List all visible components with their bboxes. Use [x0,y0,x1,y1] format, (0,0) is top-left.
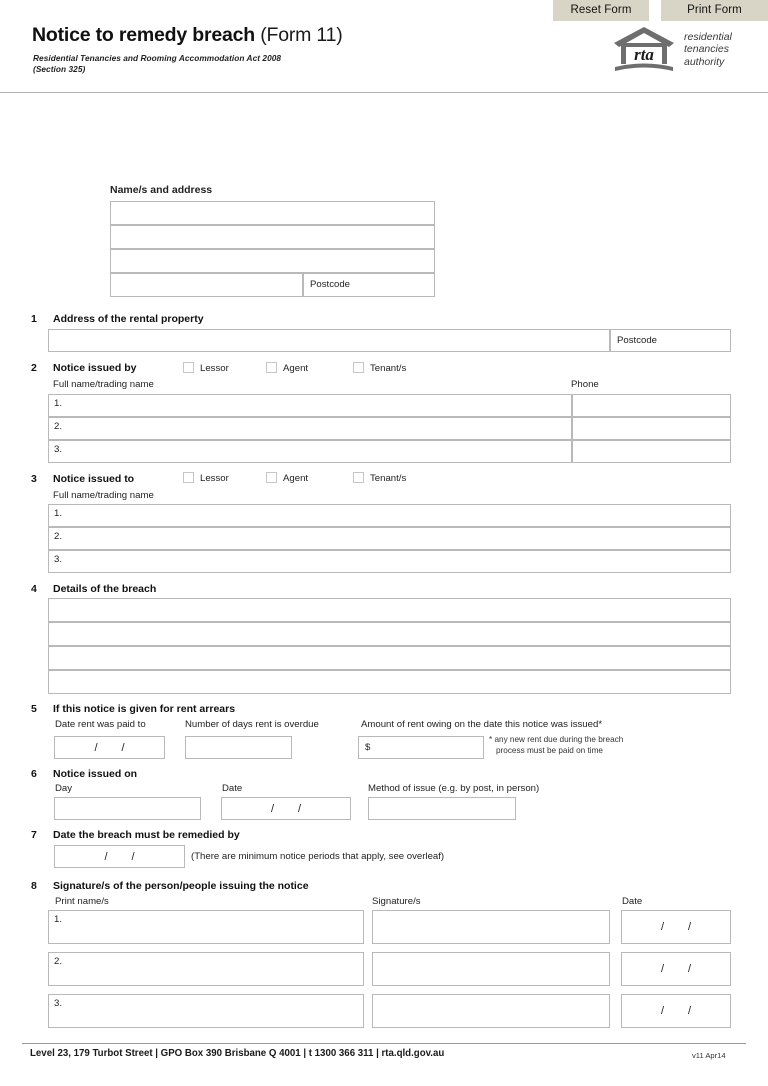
date-slash-separators: / / [660,1005,692,1017]
date-slash-separators: / / [660,921,692,933]
rta-house-icon [612,26,676,74]
section-8-title: Signature/s of the person/people issuing the notice [53,880,309,892]
issued-by-phone-2-input[interactable] [572,417,731,440]
notice-date-input[interactable] [221,797,351,820]
issued-by-name-2-input[interactable] [48,417,572,440]
name-address-line2-input[interactable] [110,225,435,249]
issued-to-agent-checkbox[interactable] [266,472,277,483]
issued-to-row-3-number: 3. [54,554,63,565]
print-name-column-label: Print name/s [55,896,109,907]
subtitle-act: Residential Tenancies and Rooming Accommodation Act 2008 [33,53,282,63]
rent-paid-to-date-input[interactable] [54,736,165,759]
rental-property-postcode-label: Postcode [617,335,658,346]
signature-date-column-label: Date [622,896,643,907]
notice-day-input[interactable] [54,797,201,820]
section-5-number: 5 [31,703,37,715]
print-name-3-input[interactable] [48,994,364,1028]
header-divider [0,92,768,93]
section-7-number: 7 [31,829,37,841]
issued-to-name-2-input[interactable] [48,527,731,550]
name-address-postcode-input[interactable] [303,273,435,297]
section-3-title: Notice issued to [53,473,135,485]
issued-to-name-3-input[interactable] [48,550,731,573]
date-slash-separators: / / [660,963,692,975]
footer-contact-line: Level 23, 179 Turbot Street | GPO Box 390 Brisbane Q 4001 | t 1300 366 311 | rta.qld.gov.au [30,1048,445,1059]
rent-paid-to-label: Date rent was paid to [55,719,146,730]
issued-to-tenants-checkbox[interactable] [353,472,364,483]
section-2-number: 2 [31,362,37,374]
issued-by-lessor-label: Lessor [200,363,229,374]
section-6-number: 6 [31,768,37,780]
section-2-title: Notice issued by [53,362,137,374]
rta-logo [612,26,762,78]
notice-day-label: Day [55,783,73,794]
breach-details-line-1-input[interactable] [48,598,731,622]
issued-by-tenants-checkbox[interactable] [353,362,364,373]
rent-footnote-line-2: process must be paid on time [496,746,603,755]
name-address-line1-input[interactable] [110,201,435,225]
print-name-2-input[interactable] [48,952,364,986]
days-overdue-input[interactable] [185,736,292,759]
form-action-bar [0,0,768,21]
date-slash-separators: / / [94,741,125,754]
notice-date-label: Date [222,783,243,794]
remedy-by-note: (There are minimum notice periods that apply, see overleaf) [191,851,445,862]
name-address-postcode-label: Postcode [310,279,351,290]
issued-by-phone-column-label: Phone [571,379,599,390]
rta-logo-wordmark [684,31,732,68]
issued-by-phone-1-input[interactable] [572,394,731,417]
issued-by-row-2-number: 2. [54,421,63,432]
date-slash-separators: / / [104,850,135,863]
issued-by-row-3-number: 3. [54,444,63,455]
signature-column-label: Signature/s [372,896,421,907]
issued-by-phone-3-input[interactable] [572,440,731,463]
page-title-formno: (Form 11) [254,24,343,46]
signature-date-1-input[interactable] [621,910,731,944]
issued-to-row-1-number: 1. [54,508,63,519]
amount-owing-input[interactable] [358,736,484,759]
issued-by-name-column-label: Full name/trading name [53,379,154,390]
signature-row-2-number: 2. [54,956,63,967]
rta-word-tenancies: tenancies [684,43,729,56]
notice-method-label: Method of issue (e.g. by post, in person) [368,783,540,794]
breach-details-line-2-input[interactable] [48,622,731,646]
days-overdue-label: Number of days rent is overdue [185,719,319,730]
issued-to-lessor-checkbox[interactable] [183,472,194,483]
page-title [32,24,343,47]
issued-by-lessor-checkbox[interactable] [183,362,194,373]
notice-method-input[interactable] [368,797,516,820]
signature-2-input[interactable] [372,952,610,986]
signature-3-input[interactable] [372,994,610,1028]
subtitle-section: (Section 325) [33,64,86,74]
reset-form-button[interactable]: Reset Form [553,0,649,21]
issued-by-row-1-number: 1. [54,398,63,409]
rent-footnote-line-1: * any new rent due during the breach [489,735,624,744]
name-address-suburb-input[interactable] [110,273,303,297]
page-title-main: Notice to remedy breach [32,24,255,46]
print-name-1-input[interactable] [48,910,364,944]
breach-details-line-3-input[interactable] [48,646,731,670]
section-6-title: Notice issued on [53,768,138,780]
currency-symbol: $ [365,742,371,753]
issued-by-tenants-label: Tenant/s [370,363,407,374]
footer-divider [22,1043,746,1044]
section-8-number: 8 [31,880,37,892]
document-header [0,22,768,92]
footer-version: v11 Apr14 [692,1051,726,1060]
section-4-number: 4 [31,583,37,595]
issued-by-name-1-input[interactable] [48,394,572,417]
print-form-button[interactable]: Print Form [661,0,768,21]
section-7-title: Date the breach must be remedied by [53,829,240,841]
issued-by-name-3-input[interactable] [48,440,572,463]
signature-1-input[interactable] [372,910,610,944]
svg-text:rta: rta [634,45,654,64]
issued-to-agent-label: Agent [283,473,309,484]
signature-date-2-input[interactable] [621,952,731,986]
issued-to-row-2-number: 2. [54,531,63,542]
rental-property-postcode-input[interactable] [610,329,731,352]
section-1-number: 1 [31,313,37,325]
breach-details-line-4-input[interactable] [48,670,731,694]
issued-to-lessor-label: Lessor [200,473,229,484]
section-4-title: Details of the breach [53,583,157,595]
section-3-number: 3 [31,473,37,485]
amount-owing-label: Amount of rent owing on the date this notice was issued* [361,719,603,730]
name-address-line3-input[interactable] [110,249,435,273]
issued-to-tenants-label: Tenant/s [370,473,407,484]
issued-to-name-1-input[interactable] [48,504,731,527]
date-slash-separators: / / [270,802,302,815]
signature-row-3-number: 3. [54,998,63,1009]
remedy-by-date-input[interactable] [54,845,185,868]
issued-to-name-column-label: Full name/trading name [53,490,154,501]
name-address-heading: Name/s and address [110,184,213,196]
rental-property-address-input[interactable] [48,329,610,352]
rta-word-authority: authority [684,55,725,68]
issued-by-agent-label: Agent [283,363,309,374]
signature-date-3-input[interactable] [621,994,731,1028]
section-5-title: If this notice is given for rent arrears [53,703,236,715]
section-1-title: Address of the rental property [53,313,204,325]
rta-word-residential: residential [684,31,732,43]
issued-by-agent-checkbox[interactable] [266,362,277,373]
signature-row-1-number: 1. [54,914,63,925]
